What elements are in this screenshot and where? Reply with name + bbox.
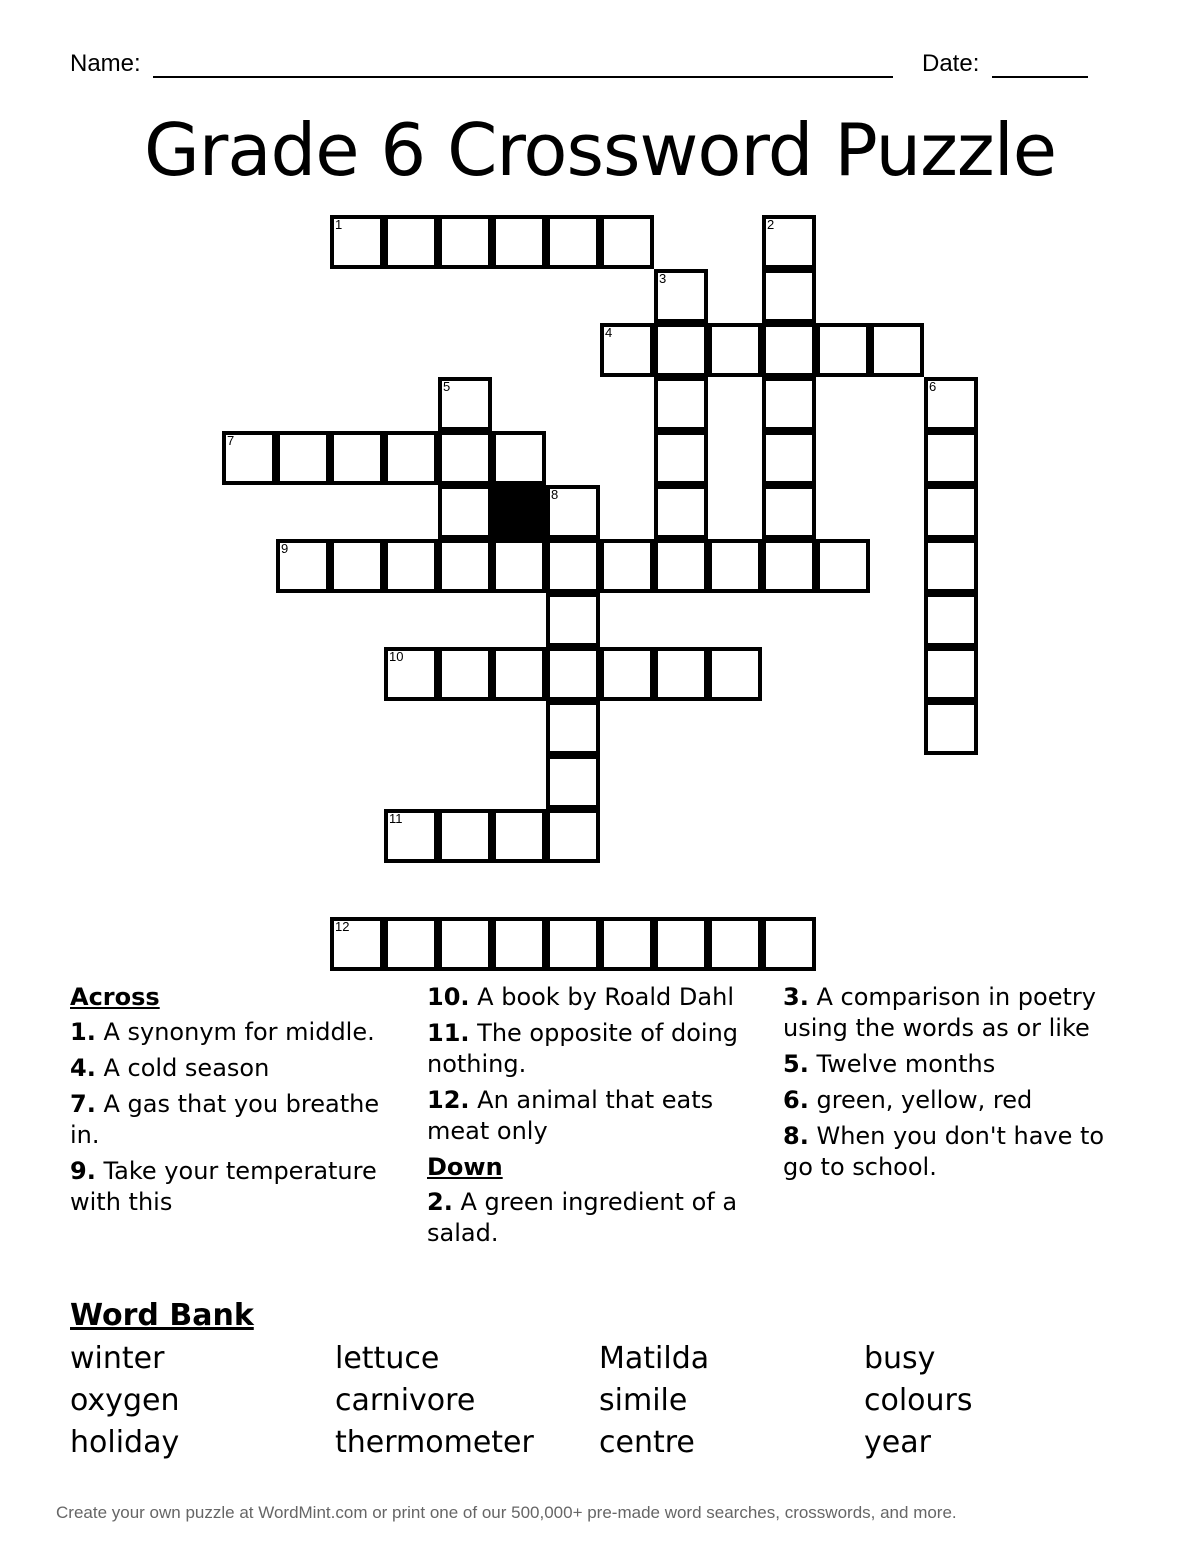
grid-cell[interactable] (438, 647, 492, 701)
grid-cell[interactable] (438, 485, 492, 539)
clue-across-4: 4. A cold season (70, 1054, 270, 1082)
word-bank-title: Word Bank (70, 1298, 254, 1333)
clue-number: 9 (281, 541, 289, 556)
grid-cell[interactable] (492, 431, 546, 485)
grid-cell[interactable] (546, 701, 600, 755)
word-bank-column-2 (335, 1338, 534, 1464)
clue-number: 10 (389, 649, 404, 664)
grid-cell[interactable] (600, 323, 654, 377)
grid-cell[interactable] (762, 485, 816, 539)
clue-across-9: 9. Take your temperature with this (70, 1157, 377, 1216)
date-label: Date: (922, 50, 980, 77)
grid-cell[interactable] (816, 323, 870, 377)
grid-cell[interactable] (384, 809, 438, 863)
clue-down-5: 5. Twelve months (783, 1050, 996, 1078)
clue-number: 12 (335, 919, 350, 934)
grid-cell[interactable] (870, 323, 924, 377)
grid-cell[interactable] (384, 431, 438, 485)
grid-cell[interactable] (384, 215, 438, 269)
grid-cell[interactable] (762, 377, 816, 431)
grid-cell[interactable] (438, 539, 492, 593)
grid-cell[interactable] (546, 809, 600, 863)
grid-cell[interactable] (546, 593, 600, 647)
grid-cell[interactable] (600, 647, 654, 701)
clue-number: 8 (551, 487, 559, 502)
grid-cell[interactable] (438, 377, 492, 431)
grid-cell[interactable] (708, 917, 762, 971)
word-bank-word: holiday (70, 1425, 180, 1460)
grid-cell[interactable] (654, 539, 708, 593)
word-bank-word: centre (599, 1425, 695, 1460)
grid-cell[interactable] (438, 809, 492, 863)
clue-across-12: 12. An animal that eats meat only (427, 1086, 714, 1145)
grid-cell[interactable] (492, 539, 546, 593)
grid-block (492, 485, 546, 539)
word-bank-word: busy (864, 1341, 936, 1376)
grid-cell[interactable] (654, 647, 708, 701)
word-bank-word: winter (70, 1341, 165, 1376)
grid-cell[interactable] (276, 539, 330, 593)
across-heading: Across (70, 983, 160, 1011)
grid-cell[interactable] (546, 539, 600, 593)
grid-cell[interactable] (546, 917, 600, 971)
clue-number: 1 (335, 217, 343, 232)
grid-cell[interactable] (438, 917, 492, 971)
clues-column-1 (70, 982, 400, 1223)
grid-cell[interactable] (654, 323, 708, 377)
word-bank-word: Matilda (599, 1341, 710, 1376)
grid-cell[interactable] (762, 917, 816, 971)
grid-cell[interactable] (330, 431, 384, 485)
word-bank-word: thermometer (335, 1425, 534, 1460)
grid-cell[interactable] (438, 431, 492, 485)
grid-cell[interactable] (924, 701, 978, 755)
grid-cell[interactable] (492, 215, 546, 269)
grid-cell[interactable] (600, 539, 654, 593)
clue-down-3: 3. A comparison in poetry using the words as or like (783, 983, 1096, 1042)
clue-down-2: 2. A green ingredient of a salad. (427, 1188, 738, 1247)
word-bank-column-4 (864, 1338, 973, 1464)
clue-number: 4 (605, 325, 613, 340)
grid-cell[interactable] (492, 917, 546, 971)
clues-column-3 (783, 982, 1113, 1188)
word-bank-word: colours (864, 1383, 973, 1418)
word-bank-word: simile (599, 1383, 688, 1418)
clue-across-11: 11. The opposite of doing nothing. (427, 1019, 739, 1078)
grid-cell[interactable] (276, 431, 330, 485)
grid-cell[interactable] (654, 431, 708, 485)
grid-cell[interactable] (816, 539, 870, 593)
down-heading: Down (427, 1153, 503, 1181)
grid-cell[interactable] (924, 377, 978, 431)
grid-cell[interactable] (708, 323, 762, 377)
grid-cell[interactable] (762, 431, 816, 485)
grid-cell[interactable] (924, 593, 978, 647)
grid-cell[interactable] (330, 917, 384, 971)
grid-cell[interactable] (600, 215, 654, 269)
clue-number: 7 (227, 433, 235, 448)
word-bank-word: lettuce (335, 1341, 440, 1376)
word-bank-word: oxygen (70, 1383, 180, 1418)
grid-cell[interactable] (438, 215, 492, 269)
grid-cell[interactable] (546, 215, 600, 269)
grid-cell[interactable] (654, 377, 708, 431)
footer-text: Create your own puzzle at WordMint.com or print one of our 500,000+ pre-made word searches, crosswords, and more. (56, 1503, 957, 1522)
page-title: Grade 6 Crossword Puzzle (144, 108, 1056, 192)
clues-column-2 (427, 982, 757, 1254)
grid-cell[interactable] (384, 647, 438, 701)
grid-cell[interactable] (546, 647, 600, 701)
word-bank-word: carnivore (335, 1383, 476, 1418)
grid-cell[interactable] (924, 539, 978, 593)
grid-cell[interactable] (546, 755, 600, 809)
grid-cell[interactable] (330, 539, 384, 593)
grid-cell[interactable] (924, 647, 978, 701)
word-bank-column-3 (599, 1338, 709, 1464)
clue-number: 11 (389, 811, 403, 826)
clue-across-10: 10. A book by Roald Dahl (427, 983, 734, 1011)
clue-number: 2 (767, 217, 775, 232)
grid-cell[interactable] (762, 269, 816, 323)
grid-cell[interactable] (384, 917, 438, 971)
grid-cell[interactable] (492, 809, 546, 863)
grid-cell[interactable] (492, 647, 546, 701)
grid-cell[interactable] (600, 917, 654, 971)
clue-number: 3 (659, 271, 667, 286)
grid-cell[interactable] (708, 539, 762, 593)
grid-cell[interactable] (762, 539, 816, 593)
grid-cell[interactable] (654, 485, 708, 539)
name-label: Name: (70, 50, 141, 77)
word-bank-word: year (864, 1425, 931, 1460)
clue-number: 6 (929, 379, 937, 394)
grid-cell[interactable] (222, 431, 276, 485)
grid-cell[interactable] (546, 485, 600, 539)
grid-cell[interactable] (654, 917, 708, 971)
clue-number: 5 (443, 379, 451, 394)
word-bank-column-1 (70, 1338, 179, 1464)
grid-cell[interactable] (384, 539, 438, 593)
grid-cell[interactable] (330, 215, 384, 269)
grid-cell[interactable] (924, 485, 978, 539)
grid-cell[interactable] (654, 269, 708, 323)
clue-down-6: 6. green, yellow, red (783, 1086, 1033, 1114)
grid-cell[interactable] (708, 647, 762, 701)
clue-across-7: 7. A gas that you breathe in. (70, 1090, 380, 1149)
clue-across-1: 1. A synonym for middle. (70, 1018, 375, 1046)
grid-cell[interactable] (762, 323, 816, 377)
clue-down-8: 8. When you don't have to go to school. (783, 1122, 1105, 1181)
grid-cell[interactable] (762, 215, 816, 269)
grid-cell[interactable] (924, 431, 978, 485)
